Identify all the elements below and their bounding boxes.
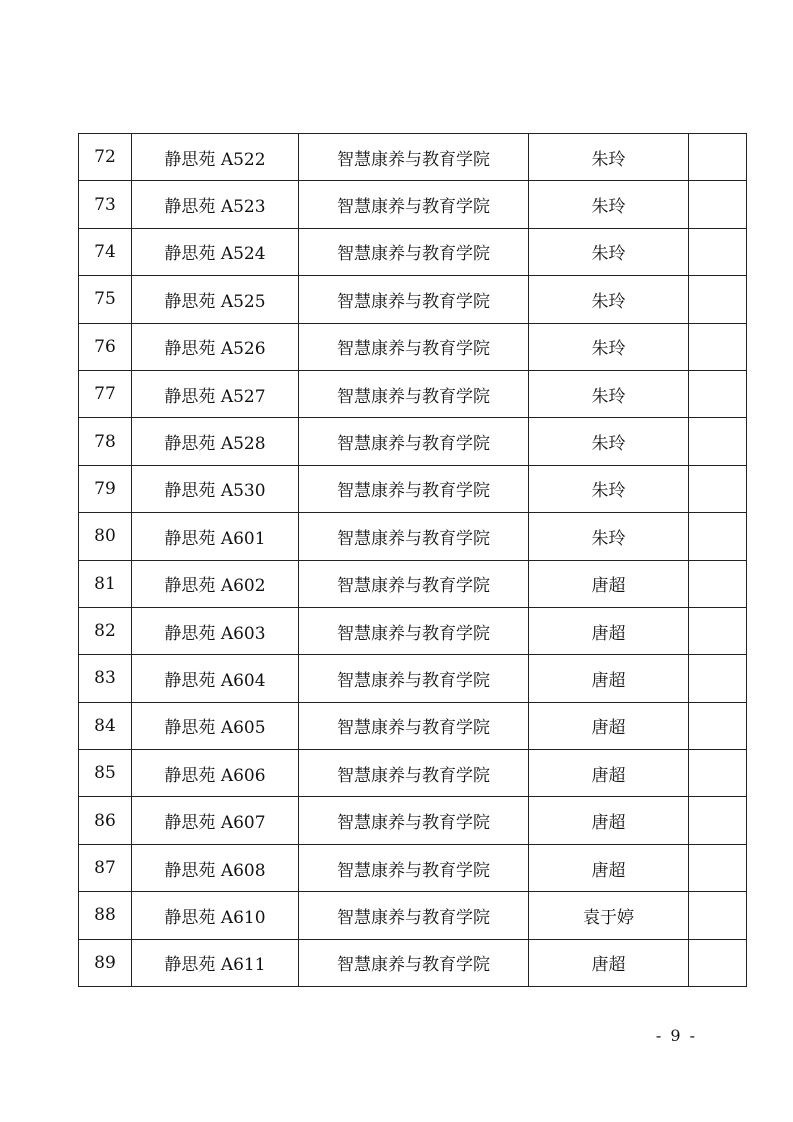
note-cell <box>689 276 747 323</box>
room-cell: 静思苑 A608 <box>132 844 299 891</box>
note-cell <box>689 892 747 939</box>
college-cell: 智慧康养与教育学院 <box>299 181 529 228</box>
room-cell: 静思苑 A526 <box>132 323 299 370</box>
person-cell: 朱玲 <box>529 513 689 560</box>
note-cell <box>689 465 747 512</box>
row-number-cell: 80 <box>79 513 132 560</box>
room-cell: 静思苑 A524 <box>132 228 299 275</box>
note-cell <box>689 655 747 702</box>
person-cell: 唐超 <box>529 607 689 654</box>
room-cell: 静思苑 A604 <box>132 655 299 702</box>
note-cell <box>689 513 747 560</box>
room-cell: 静思苑 A603 <box>132 607 299 654</box>
table-row <box>79 750 747 797</box>
note-cell <box>689 750 747 797</box>
room-cell: 静思苑 A530 <box>132 465 299 512</box>
person-cell: 唐超 <box>529 939 689 986</box>
room-cell: 静思苑 A605 <box>132 702 299 749</box>
page-number: - 9 - <box>655 1026 697 1045</box>
table-row <box>79 276 747 323</box>
note-cell <box>689 370 747 417</box>
note-cell <box>689 560 747 607</box>
row-number-cell: 72 <box>79 134 132 181</box>
row-number-cell: 76 <box>79 323 132 370</box>
row-number-cell: 88 <box>79 892 132 939</box>
college-cell: 智慧康养与教育学院 <box>299 418 529 465</box>
row-number-cell: 79 <box>79 465 132 512</box>
person-cell: 朱玲 <box>529 418 689 465</box>
table-row <box>79 939 747 986</box>
person-cell: 朱玲 <box>529 370 689 417</box>
row-number-cell: 82 <box>79 607 132 654</box>
person-cell: 朱玲 <box>529 181 689 228</box>
college-cell: 智慧康养与教育学院 <box>299 134 529 181</box>
row-number-cell: 89 <box>79 939 132 986</box>
note-cell <box>689 607 747 654</box>
note-cell <box>689 228 747 275</box>
person-cell: 朱玲 <box>529 228 689 275</box>
table-row <box>79 844 747 891</box>
room-cell: 静思苑 A611 <box>132 939 299 986</box>
table-row <box>79 228 747 275</box>
note-cell <box>689 702 747 749</box>
note-cell <box>689 134 747 181</box>
college-cell: 智慧康养与教育学院 <box>299 750 529 797</box>
table-row <box>79 797 747 844</box>
person-cell: 朱玲 <box>529 465 689 512</box>
room-cell: 静思苑 A607 <box>132 797 299 844</box>
table-row <box>79 323 747 370</box>
room-cell: 静思苑 A601 <box>132 513 299 560</box>
row-number-cell: 85 <box>79 750 132 797</box>
person-cell: 朱玲 <box>529 276 689 323</box>
room-cell: 静思苑 A525 <box>132 276 299 323</box>
college-cell: 智慧康养与教育学院 <box>299 513 529 560</box>
table-row <box>79 134 747 181</box>
table-body <box>79 134 747 987</box>
table-row <box>79 513 747 560</box>
room-cell: 静思苑 A527 <box>132 370 299 417</box>
person-cell: 唐超 <box>529 560 689 607</box>
college-cell: 智慧康养与教育学院 <box>299 370 529 417</box>
room-cell: 静思苑 A602 <box>132 560 299 607</box>
college-cell: 智慧康养与教育学院 <box>299 655 529 702</box>
note-cell <box>689 181 747 228</box>
room-cell: 静思苑 A606 <box>132 750 299 797</box>
room-cell: 静思苑 A522 <box>132 134 299 181</box>
college-cell: 智慧康养与教育学院 <box>299 702 529 749</box>
note-cell <box>689 844 747 891</box>
table-row <box>79 560 747 607</box>
college-cell: 智慧康养与教育学院 <box>299 465 529 512</box>
college-cell: 智慧康养与教育学院 <box>299 228 529 275</box>
person-cell: 唐超 <box>529 797 689 844</box>
row-number-cell: 73 <box>79 181 132 228</box>
table-row <box>79 465 747 512</box>
college-cell: 智慧康养与教育学院 <box>299 844 529 891</box>
college-cell: 智慧康养与教育学院 <box>299 939 529 986</box>
room-cell: 静思苑 A523 <box>132 181 299 228</box>
note-cell <box>689 418 747 465</box>
row-number-cell: 77 <box>79 370 132 417</box>
row-number-cell: 87 <box>79 844 132 891</box>
college-cell: 智慧康养与教育学院 <box>299 892 529 939</box>
table-row <box>79 607 747 654</box>
row-number-cell: 81 <box>79 560 132 607</box>
college-cell: 智慧康养与教育学院 <box>299 276 529 323</box>
college-cell: 智慧康养与教育学院 <box>299 607 529 654</box>
table-row <box>79 655 747 702</box>
person-cell: 唐超 <box>529 750 689 797</box>
row-number-cell: 78 <box>79 418 132 465</box>
note-cell <box>689 797 747 844</box>
row-number-cell: 75 <box>79 276 132 323</box>
row-number-cell: 84 <box>79 702 132 749</box>
college-cell: 智慧康养与教育学院 <box>299 560 529 607</box>
row-number-cell: 86 <box>79 797 132 844</box>
table-row <box>79 181 747 228</box>
person-cell: 唐超 <box>529 844 689 891</box>
college-cell: 智慧康养与教育学院 <box>299 797 529 844</box>
table-row <box>79 370 747 417</box>
row-number-cell: 83 <box>79 655 132 702</box>
dormitory-table <box>78 133 747 987</box>
table-row <box>79 702 747 749</box>
table-row <box>79 892 747 939</box>
person-cell: 唐超 <box>529 655 689 702</box>
table-row <box>79 418 747 465</box>
note-cell <box>689 939 747 986</box>
room-cell: 静思苑 A528 <box>132 418 299 465</box>
person-cell: 袁于婷 <box>529 892 689 939</box>
room-cell: 静思苑 A610 <box>132 892 299 939</box>
person-cell: 朱玲 <box>529 323 689 370</box>
person-cell: 唐超 <box>529 702 689 749</box>
person-cell: 朱玲 <box>529 134 689 181</box>
row-number-cell: 74 <box>79 228 132 275</box>
college-cell: 智慧康养与教育学院 <box>299 323 529 370</box>
note-cell <box>689 323 747 370</box>
